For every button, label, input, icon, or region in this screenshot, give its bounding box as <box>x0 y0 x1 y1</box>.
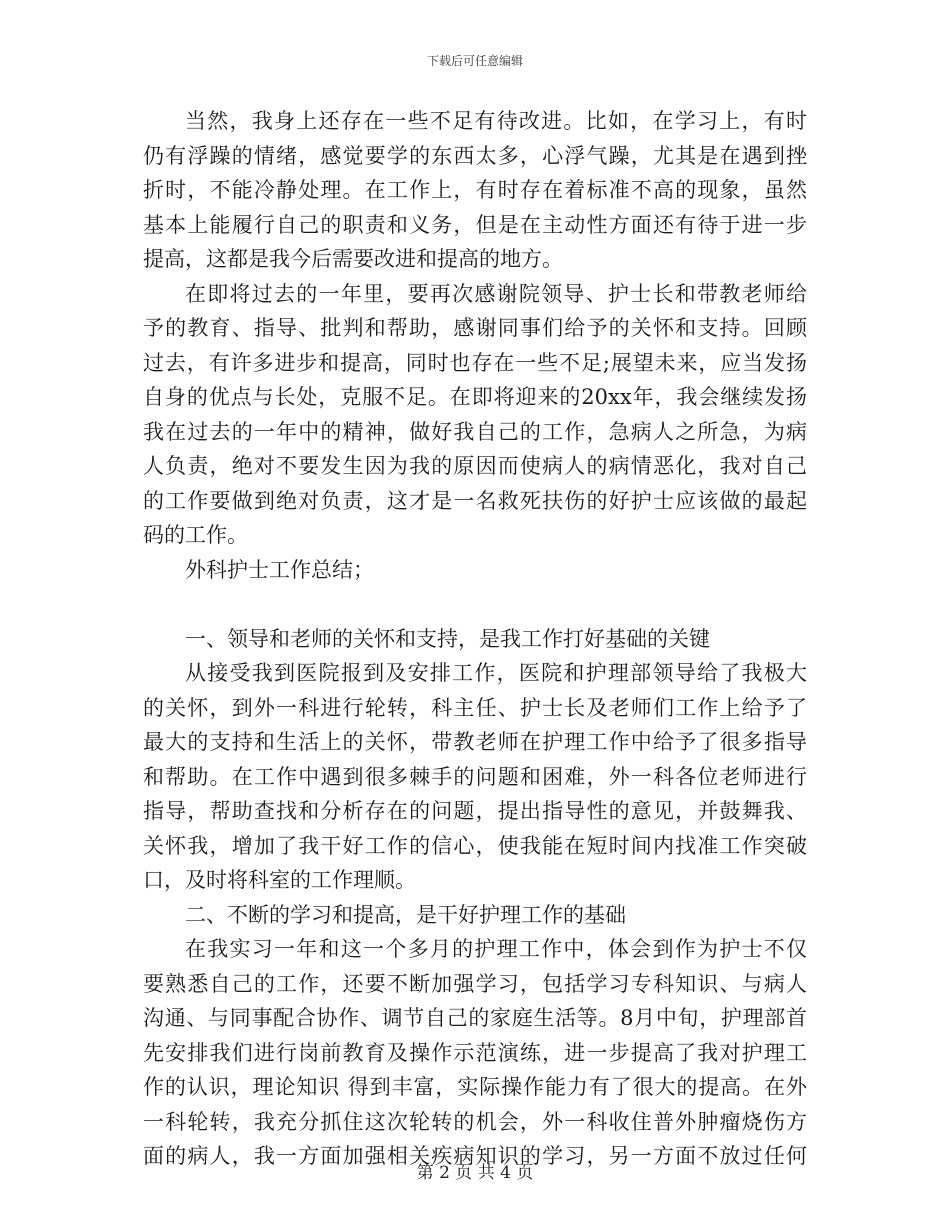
text-line: 关怀我，增加了我干好工作的信心，使我能在短时间内找准工作突破 <box>143 833 807 858</box>
text-line: 予的教育、指导、批判和帮助，感谢同事们给予的关怀和支持。回顾 <box>143 316 807 340</box>
text-line: 在我实习一年和这一个多月的护理工作中，体会到作为护士不仅 <box>185 937 807 961</box>
text-line: 作的认识，理论知识 得到丰富，实际操作能力有了很大的提高。在外 <box>143 1075 807 1099</box>
text-line: 当然，我身上还存在一些不足有待改进。比如，在学习上，有时 <box>185 109 807 133</box>
text-line: 外科护士工作总结； <box>185 557 374 582</box>
text-line: 我在过去的一年中的精神，做好我自己的工作，急病人之所急，为病 <box>143 419 807 444</box>
text-line: 仍有浮躁的情绪，感觉要学的东西太多，心浮气躁，尤其是在遇到挫 <box>143 143 807 168</box>
text-line: 沟通、与同事配合协作、调节自己的家庭生活等。8月中旬，护理部首 <box>143 1006 807 1030</box>
document-body <box>143 104 807 1174</box>
text-line: 要熟悉自己的工作，还要不断加强学习，包括学习专科知识、与病人 <box>143 971 807 996</box>
text-line: 一、领导和老师的关怀和支持，是我工作打好基础的关键 <box>185 626 710 651</box>
text-line: 在即将过去的一年里，要再次感谢院领导、护士长和带教老师给 <box>185 281 807 306</box>
text-line: 码的工作。 <box>143 523 248 547</box>
text-line: 提高，这都是我今后需要改进和提高的地方。 <box>143 247 563 271</box>
text-line: 口，及时将科室的工作理顺。 <box>143 868 416 892</box>
text-line: 先安排我们进行岗前教育及操作示范演练，进一步提高了我对护理工 <box>143 1040 807 1065</box>
text-line: 和帮助。在工作中遇到很多棘手的问题和困难，外一科各位老师进行 <box>143 764 807 789</box>
text-line: 的关怀，到外一科进行轮转，科主任、护士长及老师们工作上给予了 <box>143 695 807 720</box>
text-line: 基本上能履行自己的职责和义务，但是在主动性方面还有待于进一步 <box>143 212 807 237</box>
text-line: 折时，不能冷静处理。在工作上，有时存在着标准不高的现象，虽然 <box>143 178 807 202</box>
text-line: 一科轮转，我充分抓住这次轮转的机会，外一科收住普外肿瘤烧伤方 <box>143 1109 807 1134</box>
text-line: 的工作要做到绝对负责，这才是一名救死扶伤的好护士应该做的最起 <box>143 488 807 513</box>
text-line: 人负责，绝对不要发生因为我的原因而使病人的病情恶化，我对自己 <box>143 454 807 478</box>
text-line: 二、不断的学习和提高，是干好护理工作的基础 <box>185 902 626 927</box>
page-header: 下载后可任意编辑 <box>426 54 523 68</box>
text-line: 从接受我到医院报到及安排工作，医院和护理部领导给了我极大 <box>185 661 807 685</box>
text-line: 面的病人，我一方面加强相关疾病知识的学习，另一方面不放过任何 <box>143 1144 807 1168</box>
text-line: 指导，帮助查找和分析存在的问题，提出指导性的意见，并鼓舞我、 <box>143 799 807 823</box>
text-line: 过去，有许多进步和提高，同时也存在一些不足;展望未来，应当发扬 <box>143 350 807 375</box>
blank-line <box>143 587 807 622</box>
text-line: 自身的优点与长处，克服不足。在即将迎来的20xx年，我会继续发扬 <box>143 385 807 409</box>
text-line: 最大的支持和生活上的关怀，带教老师在护理工作中给予了很多指导 <box>143 730 807 754</box>
page-number: 第 2 页 共 4 页 <box>416 1163 534 1183</box>
